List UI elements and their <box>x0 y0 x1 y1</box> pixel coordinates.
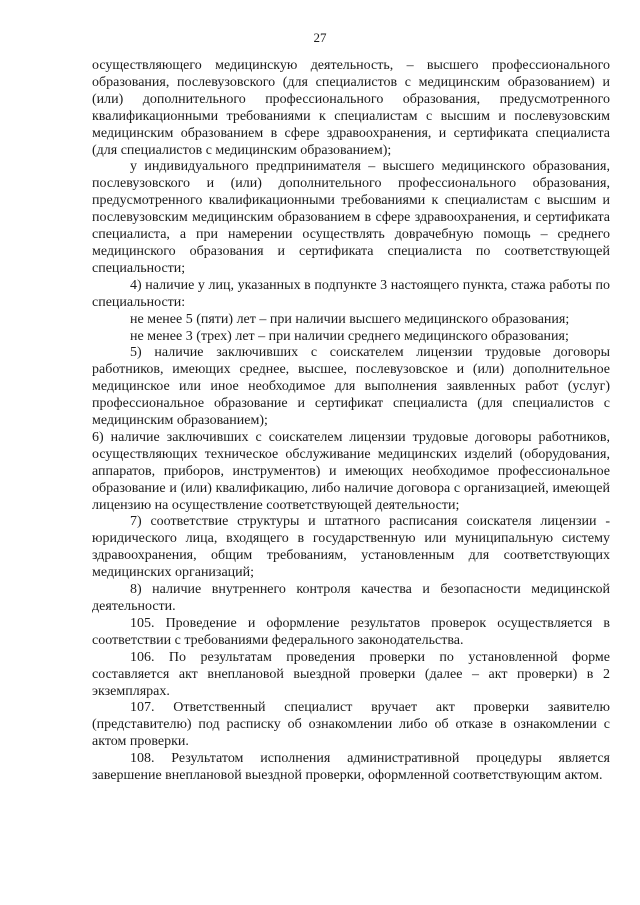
document-body <box>92 58 610 785</box>
page-number: 27 <box>313 30 327 45</box>
paragraph: 105. Проведение и оформление результатов проверок осуществляется в соответствии с требованиями федерального законодательства. <box>92 615 610 648</box>
paragraph: 106. По результатам проведения проверки по установленной форме составляется акт внеплановой выездной проверки (далее – акт проверки) в 2 экземплярах. <box>92 649 610 699</box>
paragraph: 5) наличие заключивших с соискателем лицензии трудовые договоры работников, имеющих среднее, высшее, послевузовское и (или) дополнительное медицинское или иное необходимое для выполнения заявленных работ (услуг) профессиональное образование и сертификат специалиста (для специалистов с медицинским образованием); <box>92 345 610 429</box>
paragraph: 107. Ответственный специалист вручает акт проверки заявителю (представителю) под расписку об ознакомлении либо об отказе в ознакомлении с актом проверки. <box>92 700 610 750</box>
paragraph: не менее 3 (трех) лет – при наличии среднего медицинского образования; <box>130 328 569 344</box>
paragraph: 8) наличие внутреннего контроля качества и безопасности медицинской деятельности. <box>92 582 610 614</box>
paragraph: осуществляющего медицинскую деятельность, – высшего профессионального образования, послевузовского (для специалистов с медицинским образованием) и (или) дополнительного профессионального образования, предусмотренного квалификационными требованиями к специалистам с высшим и послевузовским медицинским образованием в сфере здравоохранения, и сертификата специалиста (для специалистов с медицинским образованием); <box>92 58 610 158</box>
paragraph: 6) наличие заключивших с соискателем лицензии трудовые договоры работников, осуществляющих техническое обслуживание медицинских изделий (оборудования, аппаратов, приборов, инструментов) и имеющих необходимое профессиональное образование и (или) квалификацию, либо наличие договора с организацией, имеющей лицензию на осуществление соответствующей деятельности; <box>92 429 610 513</box>
paragraph: не менее 5 (пяти) лет – при наличии высшего медицинского образования; <box>130 311 570 327</box>
paragraph: у индивидуального предпринимателя – высшего медицинского образования, послевузовского и (или) дополнительного профессионального образования, предусмотренного квалификационными требованиями к специалистам с высшим и послевузовским медицинским образованием в сфере здравоохранения, и сертификата специалиста, а при намерении осуществлять доврачебную помощь – среднего медицинского образования и сертификата специалиста по соответствующей специальности; <box>92 159 610 276</box>
paragraph: 4) наличие у лиц, указанных в подпункте 3 настоящего пункта, стажа работы по специальности: <box>92 277 610 310</box>
paragraph: 7) соответствие структуры и штатного расписания соискателя лицензии - юридического лица, входящего в государственную или муниципальную систему здравоохранения, общим требованиям, установленным для соответствующих медицинских организаций; <box>92 514 610 581</box>
paragraph: 108. Результатом исполнения административной процедуры является завершение внеплановой выездной проверки, оформленной соответствующим актом. <box>92 751 610 784</box>
